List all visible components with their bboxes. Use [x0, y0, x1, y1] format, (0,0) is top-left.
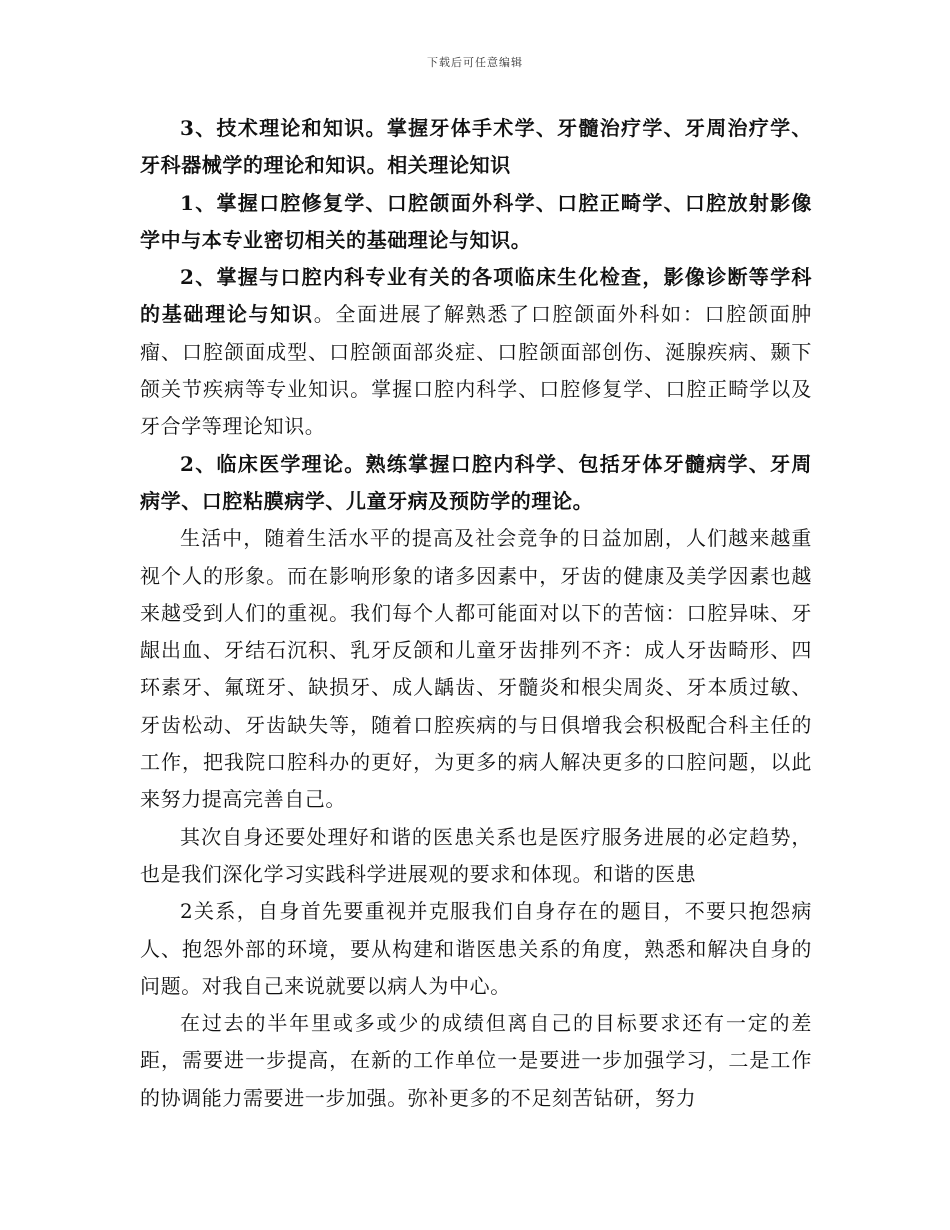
paragraph-text: 生活中，随着生活水平的提高及社会竞争的日益加剧，人们越来越重视个人的形象。而在影响形象的诸多因素中，牙齿的健康及美学因素也越来越受到人们的重视。我们每个人都可能面对以下的苦恼：口腔异味、牙龈出血、牙结石沉积、乳牙反颌和儿童牙齿排列不齐：成人牙齿畸形、四环素牙、氟斑牙、缺损牙、成人龋齿、牙髓炎和根尖周炎、牙本质过敏、牙齿松动、牙齿缺失等，随着口腔疾病的与日俱增我会积极配合科主任的工作，把我院口腔科办的更好，为更多的病人解决更多的口腔问题，以此来努力提高完善自己。	[140, 526, 812, 812]
paragraph-tech-theory	[140, 110, 812, 185]
paragraph-past-half-year	[140, 1005, 812, 1117]
paragraph-bold-text: 2、掌握与口腔内科专业有关的各项临床生化检查，影像诊断等学科的基础理论与知识	[140, 265, 812, 327]
paragraph-bold-text: 1、掌握口腔修复学、口腔颌面外科学、口腔正畸学、口腔放射影像学中与本专业密切相关的基础理论与知识。	[140, 190, 812, 252]
paragraph-daily-life	[140, 520, 812, 818]
paragraph-text: 2关系，自身首先要重视并克服我们自身存在的题目，不要只抱怨病人、抱怨外部的环境，要从构建和谐医患关系的角度，熟悉和解决自身的问题。对我自己来说就要以病人为中心。	[140, 899, 812, 998]
page-header: 下载后可任意编辑	[427, 56, 523, 69]
paragraph-bold-text: 2、临床医学理论。熟练掌握口腔内科学、包括牙体牙髓病学、牙周病学、口腔粘膜病学、儿童牙病及预防学的理论。	[140, 451, 812, 513]
paragraph-basic-theory	[140, 185, 812, 260]
paragraph-bold-text: 3、技术理论和知识。掌握牙体手术学、牙髓治疗学、牙周治疗学、牙科器械学的理论和知识。相关理论知识	[140, 116, 812, 178]
paragraph-clinical-theory	[140, 446, 812, 521]
paragraph-clinical-exam	[140, 259, 812, 445]
paragraph-doctor-patient	[140, 819, 812, 894]
paragraph-relationship	[140, 893, 812, 1005]
paragraph-text: 其次自身还要处理好和谐的医患关系也是医疗服务进展的必定趋势，也是我们深化学习实践科学进展观的要求和体现。和谐的医患	[140, 824, 812, 886]
document-body	[140, 110, 812, 1117]
paragraph-text: 在过去的半年里或多或少的成绩但离自己的目标要求还有一定的差距，需要进一步提高，在新的工作单位一是要进一步加强学习，二是工作的协调能力需要进一步加强。弥补更多的不足刻苦钻研，努力	[140, 1011, 812, 1110]
paragraph-text: 。全面进展了解熟悉了口腔颌面外科如：口腔颌面肿瘤、口腔颌面成型、口腔颌面部炎症、口腔颌面部创伤、涎腺疾病、颞下颌关节疾病等专业知识。掌握口腔内科学、口腔修复学、口腔正畸学以及牙合学等理论知识。	[140, 302, 812, 439]
